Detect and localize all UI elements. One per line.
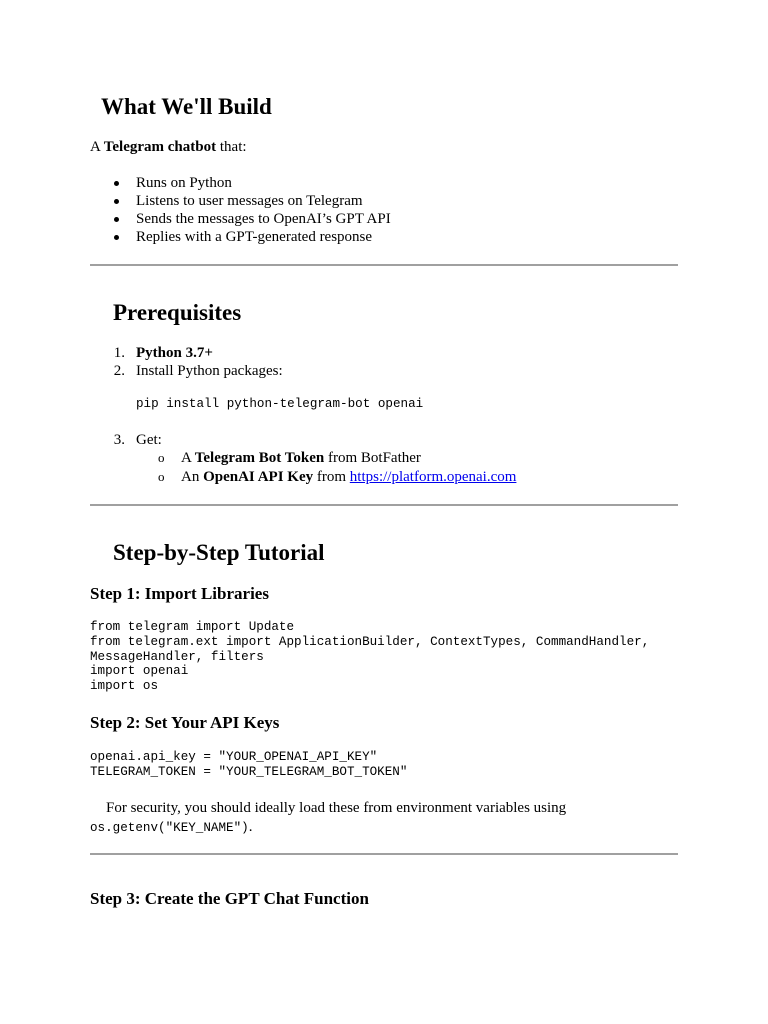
code-line: from telegram import Update (90, 620, 295, 634)
bullet-icon (114, 181, 119, 186)
build-intro-bold: Telegram chatbot (103, 139, 217, 155)
step3-heading: Step 3: Create the GPT Chat Function (90, 889, 369, 908)
note-period: . (248, 819, 253, 835)
circle-bullet-icon: o (158, 450, 165, 465)
horizontal-divider (90, 264, 678, 266)
sub-item-pre: A (181, 450, 195, 466)
code-line: openai.api_key = "YOUR_OPENAI_API_KEY" (90, 750, 378, 764)
sub-item-bold: Telegram Bot Token (194, 450, 325, 466)
openai-platform-link[interactable]: https://platform.openai.com (349, 469, 517, 485)
code-line: import openai (90, 664, 189, 678)
list-number: 3. (113, 432, 125, 448)
prereq-python-version: Python 3.7+ (136, 345, 213, 361)
code-line: MessageHandler, filters (90, 650, 264, 664)
build-item-label: Sends the messages to OpenAI’s GPT API (136, 211, 391, 227)
prereq-install-label: Install Python packages: (136, 363, 283, 379)
build-item-label: Replies with a GPT-generated response (136, 229, 373, 245)
build-item-label: Listens to user messages on Telegram (136, 193, 363, 209)
build-item-label: Runs on Python (136, 175, 232, 191)
bullet-icon (114, 217, 119, 222)
security-note-code-line (90, 818, 252, 836)
bullet-icon (114, 235, 119, 240)
horizontal-divider (90, 853, 678, 855)
build-intro (90, 138, 247, 156)
sub-item-pre: An (181, 469, 204, 485)
list-number: 2. (113, 363, 125, 379)
inline-code: os.getenv("KEY_NAME") (90, 821, 249, 835)
code-line: TELEGRAM_TOKEN = "YOUR_TELEGRAM_BOT_TOKEN" (90, 765, 408, 779)
circle-bullet-icon: o (158, 469, 165, 484)
sub-item-bot-token (181, 449, 421, 467)
build-intro-pre: A (90, 139, 104, 155)
section-heading-prerequisites: Prerequisites (113, 300, 242, 325)
list-number: 1. (113, 345, 125, 361)
step2-heading: Step 2: Set Your API Keys (90, 713, 280, 732)
step1-heading: Step 1: Import Libraries (90, 584, 269, 603)
horizontal-divider (90, 504, 678, 506)
build-intro-post: that: (216, 139, 247, 155)
prereq-get-label: Get: (136, 432, 162, 448)
section-heading-what-well-build: What We'll Build (101, 94, 272, 119)
bullet-icon (114, 199, 119, 204)
sub-item-post: from BotFather (324, 450, 421, 466)
code-line: import os (90, 679, 159, 693)
security-note-text: For security, you should ideally load these from environment variables using (106, 800, 567, 816)
install-code-block: pip install python-telegram-bot openai (136, 397, 424, 411)
sub-item-bold: OpenAI API Key (203, 469, 314, 485)
sub-item-post: from (313, 469, 350, 485)
sub-item-api-key (181, 468, 516, 486)
code-line: from telegram.ext import ApplicationBuilder, ContextTypes, CommandHandler, (90, 635, 650, 649)
section-heading-tutorial: Step-by-Step Tutorial (113, 540, 325, 565)
